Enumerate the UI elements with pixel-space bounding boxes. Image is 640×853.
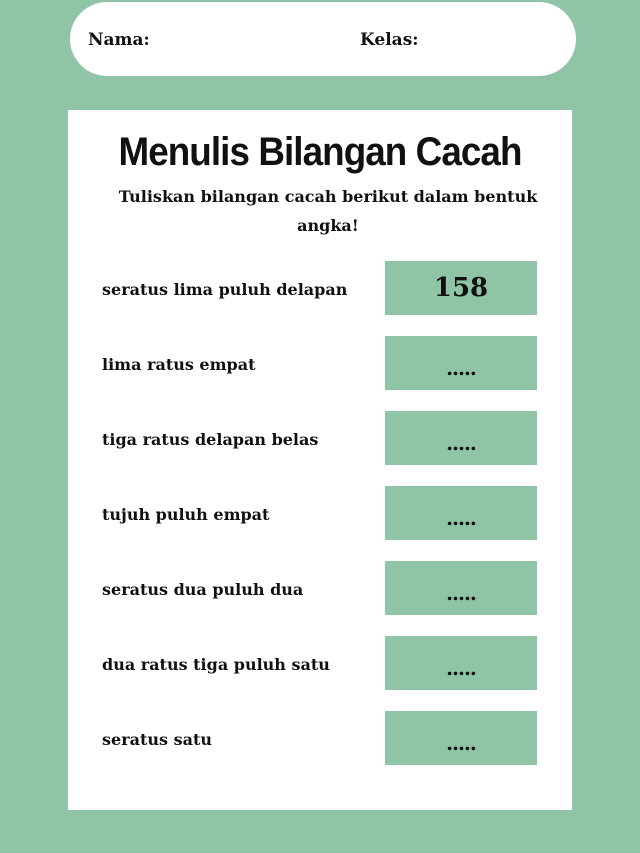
answer-box-4: ..... (385, 486, 537, 540)
item-words-4: tujuh puluh empat (102, 505, 270, 524)
answer-box-7: ..... (385, 711, 537, 765)
worksheet-title: Menulis Bilangan Cacah (118, 130, 522, 174)
name-label: Nama: (88, 30, 150, 50)
student-info-header (70, 2, 576, 76)
item-words-1: seratus lima puluh delapan (102, 280, 348, 299)
item-words-2: lima ratus empat (102, 355, 256, 374)
item-words-3: tiga ratus delapan belas (102, 430, 319, 449)
worksheet-card (68, 110, 572, 810)
item-words-5: seratus dua puluh dua (102, 580, 304, 599)
answer-box-6: ..... (385, 636, 537, 690)
answer-box-1: 158 (385, 261, 537, 315)
class-label: Kelas: (360, 30, 419, 50)
answer-box-3: ..... (385, 411, 537, 465)
item-words-7: seratus satu (102, 730, 212, 749)
answer-box-2: ..... (385, 336, 537, 390)
item-words-6: dua ratus tiga puluh satu (102, 655, 330, 674)
answer-box-5: ..... (385, 561, 537, 615)
worksheet-instruction: Tuliskan bilangan cacah berikut dalam bentuk angka! (118, 187, 538, 235)
